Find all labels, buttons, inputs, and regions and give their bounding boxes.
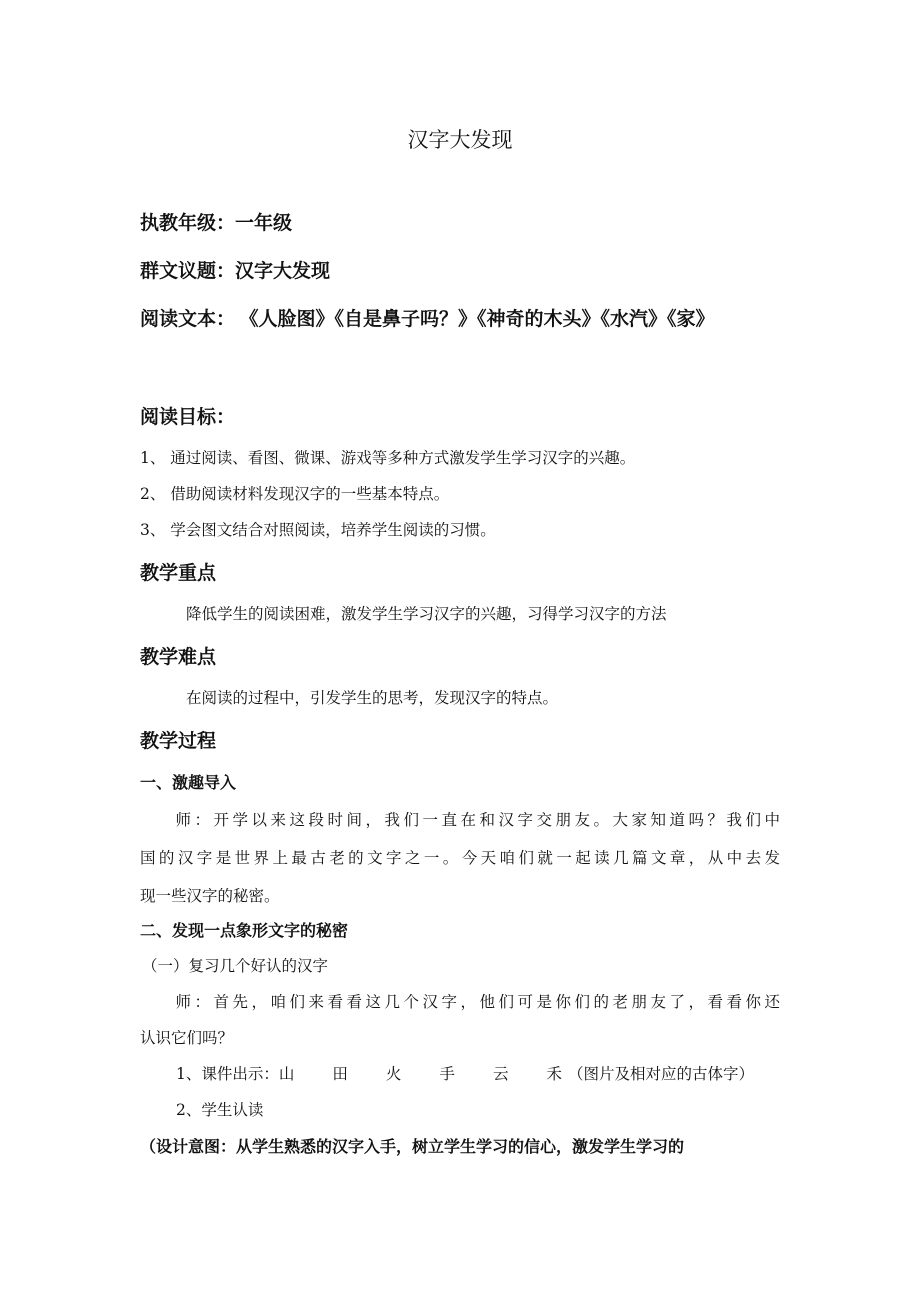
char: 田 [332,1065,348,1083]
step1-line [176,1062,754,1084]
goals-heading: 阅读目标： [140,406,236,428]
char: 手 [439,1065,455,1083]
goal-item: 1、 通过阅读、看图、微课、游戏等多种方式激发学生学习汉字的兴趣。 [140,449,636,467]
meta-texts-value: 《人脸图》《自是鼻子吗？》《神奇的木头》《水汽》《家》 [249,308,715,330]
step1-chars [279,1065,568,1083]
document-title: 汉字大发现 [407,128,513,152]
meta-topic-value: 汉字大发现 [235,260,331,282]
char: 山 [278,1065,295,1083]
meta-texts-label: 阅读文本： [140,308,236,330]
section1-paragraph-line: 现一些汉字的秘密。 [140,887,280,905]
char: 云 [492,1065,509,1083]
difficulties-heading: 教学难点 [140,646,217,668]
design-intent: （设计意图：从学生熟悉的汉字入手，树立学生学习的信心，激发学生学习的 [140,1137,685,1156]
step1-suffix: （图片及相对应的古体字） [567,1065,754,1083]
goal-item: 3、 学会图文结合对照阅读，培养学生阅读的习惯。 [140,521,496,539]
process-heading: 教学过程 [140,730,217,752]
goal-item: 2、 借助阅读材料发现汉字的一些基本特点。 [140,485,450,503]
key-points-text: 降低学生的阅读困难，激发学生学习汉字的兴趣，习得学习汉字的方法 [186,605,667,623]
step2-line: 2、学生认读 [176,1101,264,1119]
section1-paragraph-line: 师：开学以来这段时间，我们一直在和汉字交朋友。大家知道吗？我们中 [172,811,780,829]
difficulties-text: 在阅读的过程中，引发学生的思考，发现汉字的特点。 [186,689,559,707]
subsection1-paragraph-line: 认识它们吗？ [140,1029,234,1047]
step1-prefix: 1、课件出示： [176,1065,279,1083]
section1-heading: 一、激趣导入 [140,773,237,792]
meta-grade-value: 一年级 [235,212,293,234]
meta-texts [140,304,715,331]
key-points-heading: 教学重点 [140,562,217,584]
section1-paragraph-line: 国的汉字是世界上最古老的文字之一。今天咱们就一起读几篇文章，从中去发 [140,849,780,867]
section2-heading: 二、发现一点象形文字的秘密 [140,921,349,940]
subsection1-heading: （一）复习几个好认的汉字 [142,957,329,975]
subsection1-paragraph-line: 师：首先，咱们来看看这几个汉字，他们可是你们的老朋友了，看看你还 [172,993,780,1011]
meta-topic-label: 群文议题： [140,260,236,282]
meta-topic [140,256,330,283]
meta-grade-label: 执教年级： [140,212,236,234]
meta-grade [140,208,292,235]
char: 禾 [546,1065,562,1083]
char: 火 [385,1065,402,1083]
